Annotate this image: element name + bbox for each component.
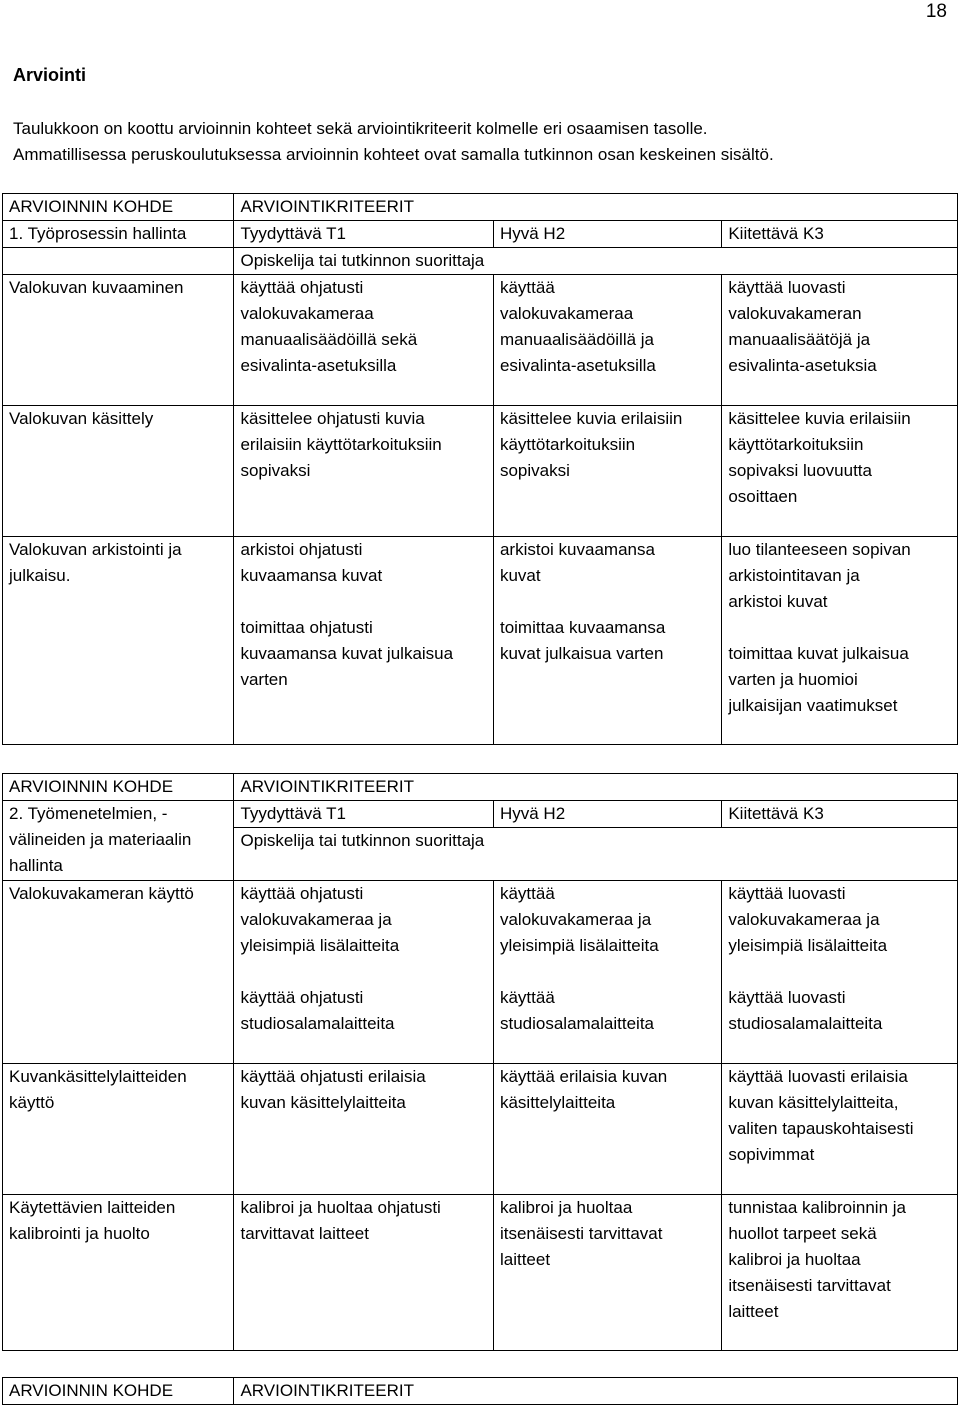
- subheader: Opiskelija tai tutkinnon suorittaja: [234, 828, 958, 881]
- criterion-h2-extra: toimittaa kuvaamansa kuvat julkaisua varten: [499, 618, 666, 663]
- level-h2: Hyvä H2: [493, 801, 721, 828]
- criteria-table-3: [2, 1377, 958, 1405]
- column-header-kohde: ARVIOINNIN KOHDE: [3, 194, 234, 221]
- criterion-h2: käyttää erilaisia kuvan käsittelylaitteita: [499, 1067, 668, 1112]
- column-header-kohde: ARVIOINNIN KOHDE: [3, 774, 234, 801]
- criterion-h2: käyttää valokuvakameraa manuaalisäädöillä ja esivalinta-asetuksilla: [499, 278, 656, 375]
- row-target: Käytettävien laitteiden kalibrointi ja huolto: [9, 1198, 176, 1243]
- criterion-k3: käyttää luovasti valokuvakameraa ja yleisimpiä lisälaitteita: [728, 884, 888, 955]
- criterion-k3: käsittelee kuvia erilaisiin käyttötarkoituksiin sopivaksi luovuutta osoittaen: [728, 409, 911, 506]
- section-title: 1. Työprosessin hallinta: [3, 221, 234, 248]
- criterion-h2: arkistoi kuvaamansa kuvat: [499, 540, 655, 585]
- criterion-h2: käsittelee kuvia erilaisiin käyttötarkoituksiin sopivaksi: [499, 409, 683, 480]
- criterion-t1-extra: toimittaa ohjatusti kuvaamansa kuvat julkaisua varten: [240, 618, 454, 689]
- intro-line-1: Taulukkoon on koottu arvioinnin kohteet sekä arviointikriteerit kolmelle eri osaamisen tasolle.: [13, 119, 708, 138]
- criterion-t1: käsittelee ohjatusti kuvia erilaisiin käyttötarkoituksiin sopivaksi: [240, 409, 442, 480]
- intro-line-2: Ammatillisessa peruskoulutuksessa arvioinnin kohteet ovat samalla tutkinnon osan keskeinen sisältö.: [13, 145, 774, 164]
- criterion-k3-extra: käyttää luovasti studiosalamalaitteita: [728, 988, 883, 1033]
- criterion-t1: käyttää ohjatusti erilaisia kuvan käsittelylaitteita: [240, 1067, 426, 1112]
- page-heading: Arviointi: [13, 65, 87, 85]
- level-k3: Kiitettävä K3: [722, 801, 958, 828]
- subheader-row: [3, 248, 958, 275]
- empty-cell: [3, 248, 234, 275]
- table-row: [3, 275, 958, 406]
- subheader: Opiskelija tai tutkinnon suorittaja: [234, 248, 958, 275]
- column-header-kohde: ARVIOINNIN KOHDE: [3, 1378, 234, 1405]
- intro-text: [13, 116, 943, 168]
- criterion-t1-extra: käyttää ohjatusti studiosalamalaitteita: [240, 988, 395, 1033]
- row-target: Valokuvakameran käyttö: [9, 884, 194, 903]
- table-row: [3, 1064, 958, 1195]
- row-target: Kuvankäsittelylaitteiden käyttö: [9, 1067, 187, 1112]
- criterion-h2-extra: käyttää studiosalamalaitteita: [499, 988, 654, 1033]
- section-title: 2. Työmenetelmien, - välineiden ja materiaalin hallinta: [9, 804, 192, 875]
- criterion-k3: käyttää luovasti valokuvakameran manuaalisäätöjä ja esivalinta-asetuksia: [728, 278, 877, 375]
- row-target: Valokuvan arkistointi ja julkaisu.: [9, 540, 182, 585]
- table-row: [3, 537, 958, 745]
- level-row: [3, 801, 958, 828]
- criterion-h2: käyttää valokuvakameraa ja yleisimpiä lisälaitteita: [499, 884, 659, 955]
- row-target: Valokuvan kuvaaminen: [9, 278, 184, 297]
- criteria-table-2: [2, 773, 958, 1351]
- criterion-k3-extra: toimittaa kuvat julkaisua varten ja huomioi julkaisijan vaatimukset: [728, 644, 909, 715]
- level-h2: Hyvä H2: [493, 221, 721, 248]
- table-header-row: [3, 1378, 958, 1405]
- criterion-t1: käyttää ohjatusti valokuvakameraa manuaalisäädöillä sekä esivalinta-asetuksilla: [240, 278, 418, 375]
- table-row: [3, 1195, 958, 1351]
- criterion-t1: kalibroi ja huoltaa ohjatusti tarvittavat laitteet: [240, 1198, 441, 1243]
- column-header-kriteerit: ARVIOINTIKRITEERIT: [234, 194, 958, 221]
- column-header-kriteerit: ARVIOINTIKRITEERIT: [234, 774, 958, 801]
- criterion-h2: kalibroi ja huoltaa itsenäisesti tarvittavat laitteet: [499, 1198, 663, 1269]
- level-row: [3, 221, 958, 248]
- criterion-t1: arkistoi ohjatusti kuvaamansa kuvat: [240, 540, 383, 585]
- row-target: Valokuvan käsittely: [9, 409, 154, 428]
- criterion-k3: tunnistaa kalibroinnin ja huollot tarpeet sekä kalibroi ja huoltaa itsenäisesti tarvittavat laitteet: [728, 1198, 906, 1321]
- table-header-row: [3, 194, 958, 221]
- level-k3: Kiitettävä K3: [722, 221, 958, 248]
- criteria-table-1: [2, 193, 958, 745]
- table-row: [3, 881, 958, 1064]
- column-header-kriteerit: ARVIOINTIKRITEERIT: [234, 1378, 958, 1405]
- table-header-row: [3, 774, 958, 801]
- criterion-k3: käyttää luovasti erilaisia kuvan käsittelylaitteita, valiten tapauskohtaisesti sopivimmat: [728, 1067, 914, 1164]
- level-t1: Tyydyttävä T1: [234, 221, 494, 248]
- criterion-t1: käyttää ohjatusti valokuvakameraa ja yleisimpiä lisälaitteita: [240, 884, 400, 955]
- page-number: 18: [925, 1, 947, 22]
- level-t1: Tyydyttävä T1: [234, 801, 494, 828]
- criterion-k3: luo tilanteeseen sopivan arkistointitavan ja arkistoi kuvat: [728, 540, 911, 611]
- table-row: [3, 406, 958, 537]
